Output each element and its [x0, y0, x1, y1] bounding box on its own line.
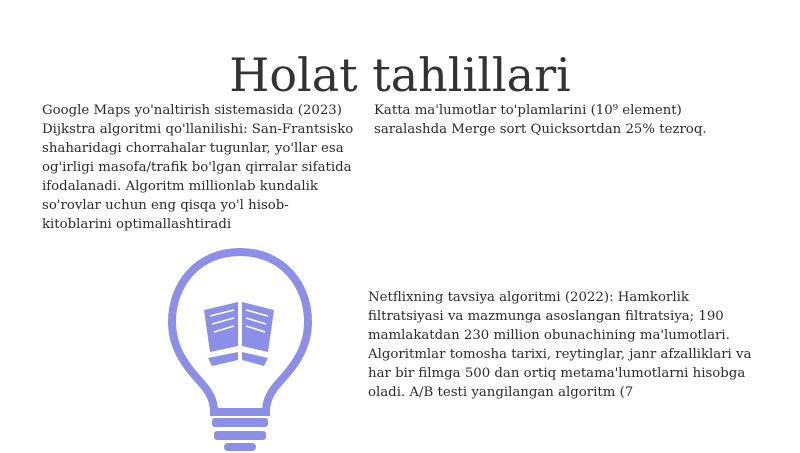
lightbulb-book-icon — [168, 248, 313, 453]
slide-title: Holat tahlillari — [229, 47, 571, 102]
case-study-merge-sort: Katta ma'lumotlar to'plamlarini (10⁹ element) saralashda Merge sort Quicksortdan 25% tezroq. — [374, 103, 707, 137]
case-study-dijkstra: Google Maps yo'naltirish sistemasida (2023) Dijkstra algoritmi qo'llanilishi: San-Frantsisko shaharidagi chorrahalar tugunlar, yo'llar esa og'irligi masofa/trafik bo'lgan qirralar sifatida ifodalanadi. Algoritm millionlab kundalik so'rovlar uchun eng qisqa yo'l hisob-kitoblarini optimallashtiradi — [42, 103, 354, 232]
case-study-netflix: Netflixning tavsiya algoritmi (2022): Hamkorlik filtratsiyasi va mazmunga asoslangan filtratsiya; 190 mamlakatdan 230 million obunachining ma'lumotlari. Algoritmlar tomosha tarixi, reytinglar, janr afzalliklari va har bir filmga 500 dan ortiq metama'lumotlarni hisobga oladi. A/B testi yangilangan algoritm (7 — [368, 290, 752, 400]
